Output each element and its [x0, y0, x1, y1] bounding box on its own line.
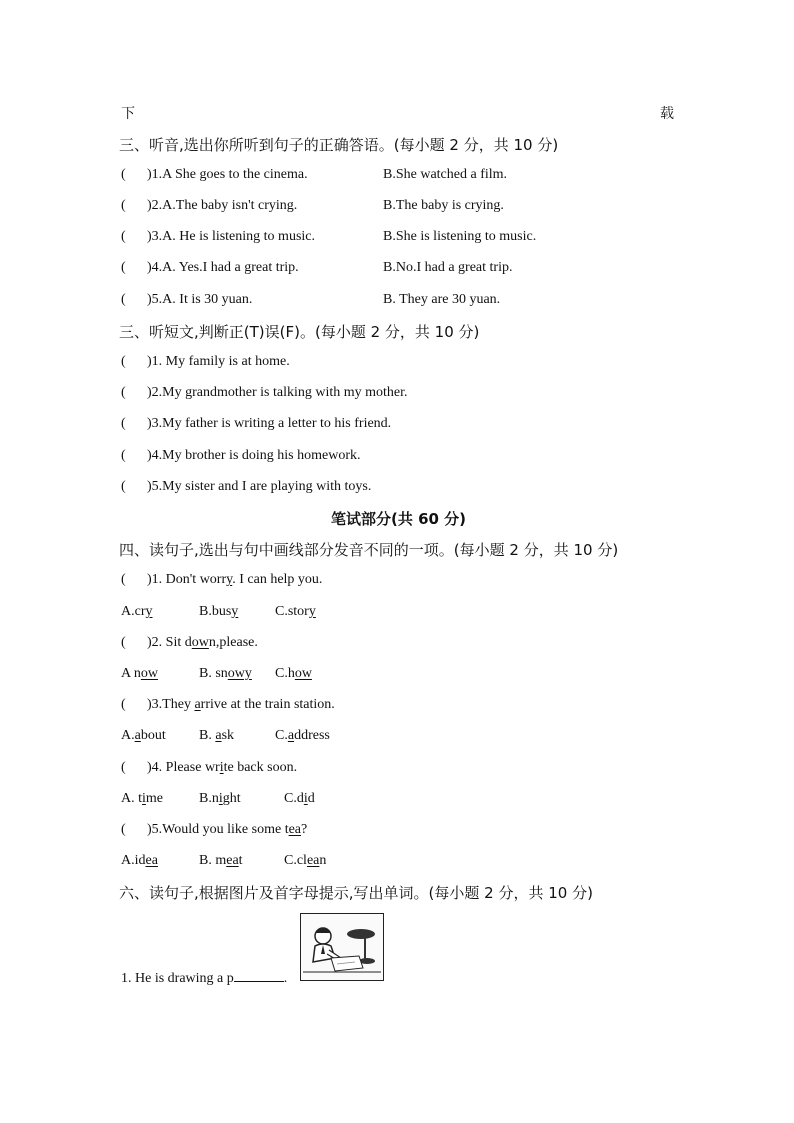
option-a-4-1: A.cry: [121, 604, 153, 619]
section-6-title: 六、读句子,根据图片及首字母提示,写出单词。(每小题 2 分，共 10 分): [119, 884, 593, 902]
question-4-5: )5.Would you like some tea?: [147, 822, 308, 837]
answer-paren: (: [121, 572, 126, 587]
statement-3b-5: )5.My sister and I are playing with toys.: [147, 479, 372, 494]
answer-paren: (: [121, 416, 126, 431]
answer-paren: (: [121, 822, 126, 837]
option-b-3a-3: B.She is listening to music.: [383, 229, 537, 244]
option-b-3a-1: B.She watched a film.: [383, 167, 508, 182]
answer-paren: (: [121, 167, 126, 182]
option-c-4-5: C.clean: [284, 853, 327, 868]
answer-paren: (: [121, 760, 126, 775]
option-b-4-1: B.busy: [199, 604, 239, 619]
boy-drawing-picture: [300, 913, 384, 981]
option-b-4-2: B. snowy: [199, 666, 252, 681]
top-right-char: 载: [660, 107, 674, 122]
answer-paren: (: [121, 635, 126, 650]
question-4-2: )2. Sit down,please.: [147, 635, 258, 650]
boy-drawing-illustration: [301, 914, 383, 980]
question-4-1: )1. Don't worry. I can help you.: [147, 572, 323, 587]
option-b-3a-4: B.No.I had a great trip.: [383, 260, 513, 275]
question-6-1: 1. He is drawing a p .: [121, 971, 288, 986]
option-c-4-4: C.did: [284, 791, 315, 806]
option-b-4-5: B. meat: [199, 853, 243, 868]
statement-3b-4: )4.My brother is doing his homework.: [147, 448, 361, 463]
option-b-4-4: B.night: [199, 791, 241, 806]
answer-paren: (: [121, 229, 126, 244]
question-3a-3: )3.A. He is listening to music.: [147, 229, 315, 244]
statement-3b-1: )1. My family is at home.: [147, 354, 290, 369]
option-a-4-4: A. time: [121, 791, 163, 806]
option-c-4-2: C.how: [275, 666, 312, 681]
answer-paren: (: [121, 697, 126, 712]
section-4-title: 四、读句子,选出与句中画线部分发音不同的一项。(每小题 2 分，共 10 分): [119, 541, 619, 559]
answer-paren: (: [121, 385, 126, 400]
question-4-3: )3.They arrive at the train station.: [147, 697, 335, 712]
question-4-4: )4. Please write back soon.: [147, 760, 298, 775]
section-3b-title: 三、听短文,判断正(T)误(F)。(每小题 2 分，共 10 分): [119, 323, 480, 341]
option-a-4-2: A now: [121, 666, 158, 681]
statement-3b-2: )2.My grandmother is talking with my mother.: [147, 385, 408, 400]
answer-paren: (: [121, 448, 126, 463]
top-left-char: 下: [121, 107, 135, 122]
option-b-4-3: B. ask: [199, 728, 235, 743]
answer-paren: (: [121, 292, 126, 307]
option-a-4-3: A.about: [121, 728, 166, 743]
answer-blank[interactable]: [234, 969, 284, 982]
option-c-4-1: C.story: [275, 604, 316, 619]
question-3a-2: )2.A.The baby isn't crying.: [147, 198, 298, 213]
answer-paren: (: [121, 354, 126, 369]
question-3a-5: )5.A. It is 30 yuan.: [147, 292, 253, 307]
statement-3b-3: )3.My father is writing a letter to his friend.: [147, 416, 392, 431]
answer-paren: (: [121, 198, 126, 213]
question-3a-1: )1.A She goes to the cinema.: [147, 167, 308, 182]
option-b-3a-2: B.The baby is crying.: [383, 198, 504, 213]
answer-paren: (: [121, 260, 126, 275]
answer-paren: (: [121, 479, 126, 494]
option-a-4-5: A.idea: [121, 853, 158, 868]
section-3a-title: 三、听音,选出你所听到句子的正确答语。(每小题 2 分，共 10 分): [119, 136, 559, 154]
written-part-heading: 笔试部分(共 60 分): [331, 510, 467, 528]
question-3a-4: )4.A. Yes.I had a great trip.: [147, 260, 299, 275]
option-b-3a-5: B. They are 30 yuan.: [383, 292, 501, 307]
option-c-4-3: C.address: [275, 728, 330, 743]
